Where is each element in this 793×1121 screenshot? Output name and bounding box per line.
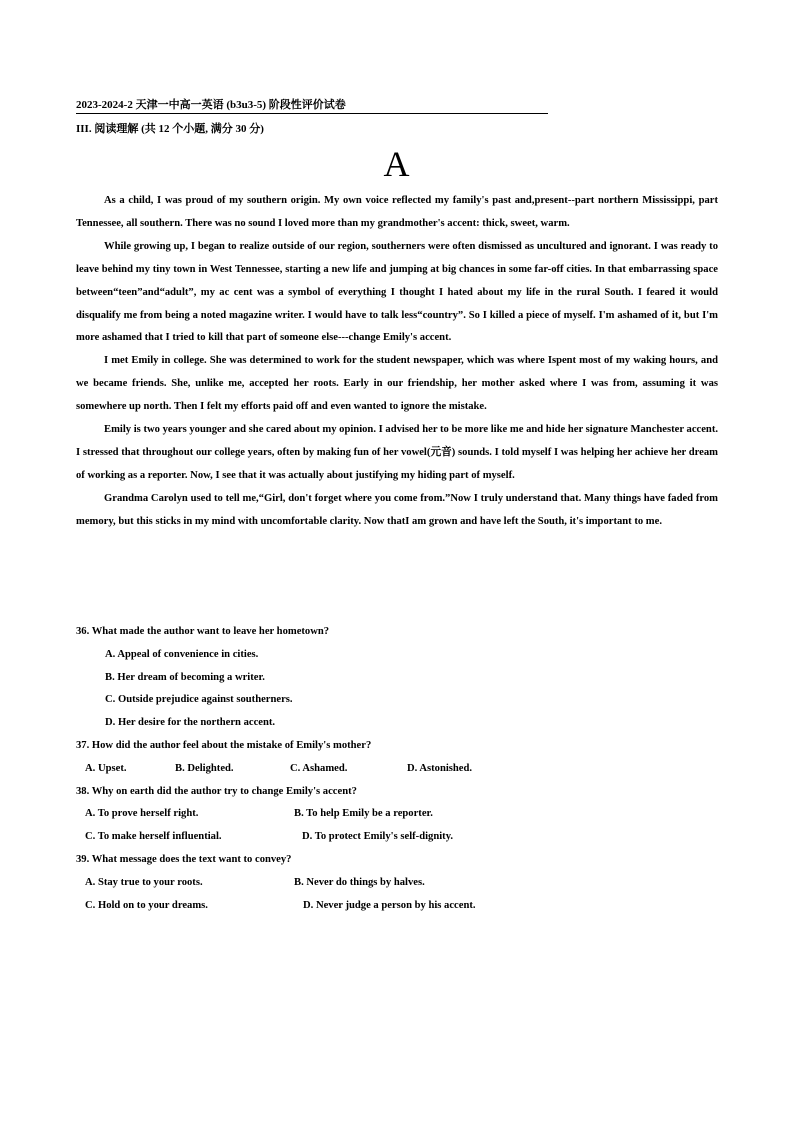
- answer-option-b[interactable]: B. Delighted.: [175, 762, 234, 774]
- document-header: 2023-2024-2 天津一中高一英语 (b3u3-5) 阶段性评价试卷: [76, 98, 548, 114]
- options-row: [76, 872, 718, 895]
- question-list: [76, 621, 718, 917]
- answer-option-a[interactable]: A. Upset.: [85, 762, 127, 774]
- options-row: [76, 803, 718, 826]
- answer-option-a[interactable]: A. To prove herself right.: [85, 808, 199, 820]
- question-stem: 37. How did the author feel about the mistake of Emily's mother?: [76, 739, 372, 751]
- answer-option-d[interactable]: D. To protect Emily's self-dignity.: [302, 831, 454, 843]
- passage-paragraph: Emily is two years younger and she cared about my opinion. I advised her to be more like me and hide her signature Manchester accent. I stressed that throughout our college years, often by making fun of her vowel(元音) sounds. I told myself I was helping her achieve her dream of working as a reporter. Now, I see that it was actually about justifying my hiding part of myself.: [76, 424, 718, 481]
- section-heading: III. 阅读理解 (共 12 个小题, 满分 30 分): [76, 123, 264, 135]
- question-39: [76, 849, 718, 917]
- answer-option-d[interactable]: D. Her desire for the northern accent.: [105, 717, 276, 729]
- passage-paragraph: As a child, I was proud of my southern origin. My own voice reflected my family's past and,present--part northern Mississippi, part Tennessee, all southern. There was no sound I loved more than my grandmother's accent: thick, sweet, warm.: [76, 195, 718, 229]
- passage-paragraph: While growing up, I began to realize outside of our region, southerners were often dismissed as uncultured and ignorant. I was ready to leave behind my tiny town in West Tennessee, starting a new life and jumping at big chances in some far-off cities. In that embarrassing space between“teen”and“adult”, my ac cent was a symbol of everything I thought I hated about my life in the rural South. I feared it would disqualify me from being a noted magazine writer. I would have to talk less“country”. So I killed a piece of myself. I'm ashamed of it, but I'm more ashamed that I tried to kill that part of someone else---change Emily's accent.: [76, 240, 718, 344]
- answer-option-c[interactable]: C. Hold on to your dreams.: [85, 899, 208, 911]
- question-stem: 38. Why on earth did the author try to change Emily's accent?: [76, 785, 357, 797]
- options-row: [76, 758, 718, 781]
- answer-option-d[interactable]: D. Never judge a person by his accent.: [303, 899, 476, 911]
- answer-option-c[interactable]: C. To make herself influential.: [85, 831, 222, 843]
- answer-option-a[interactable]: A. Appeal of convenience in cities.: [105, 648, 259, 660]
- options-row: [76, 826, 718, 849]
- answer-option-b[interactable]: B. To help Emily be a reporter.: [294, 808, 433, 820]
- answer-option-b[interactable]: B. Never do things by halves.: [294, 876, 425, 888]
- passage-title: A: [383, 144, 410, 184]
- answer-option-a[interactable]: A. Stay true to your roots.: [85, 876, 203, 888]
- answer-option-c[interactable]: C. Ashamed.: [290, 762, 348, 774]
- options-row: [76, 895, 718, 918]
- question-37: [76, 735, 718, 781]
- answer-option-d[interactable]: D. Astonished.: [407, 762, 473, 774]
- passage-paragraph: I met Emily in college. She was determined to work for the student newspaper, which was where Ispent most of my waking hours, and we became friends. She, unlike me, accepted her roots. Early in our friendship, her mother asked where I was from, assuming it was somewhere up north. Then I felt my efforts paid off and even wanted to ignore the mistake.: [76, 355, 718, 413]
- question-38: [76, 781, 718, 849]
- question-36: [76, 621, 718, 735]
- reading-passage: [76, 190, 718, 534]
- question-stem: 36. What made the author want to leave her hometown?: [76, 626, 330, 637]
- answer-option-b[interactable]: B. Her dream of becoming a writer.: [105, 671, 265, 683]
- answer-option-c[interactable]: C. Outside prejudice against southerners.: [105, 694, 293, 706]
- question-stem: 39. What message does the text want to convey?: [76, 853, 292, 865]
- passage-paragraph: Grandma Carolyn used to tell me,“Girl, don't forget where you come from.”Now I truly understand that. Many things have faded from memory, but this sticks in my mind with uncomfortable clarity. Now thatI am grown and have left the South, it's important to me.: [76, 492, 718, 527]
